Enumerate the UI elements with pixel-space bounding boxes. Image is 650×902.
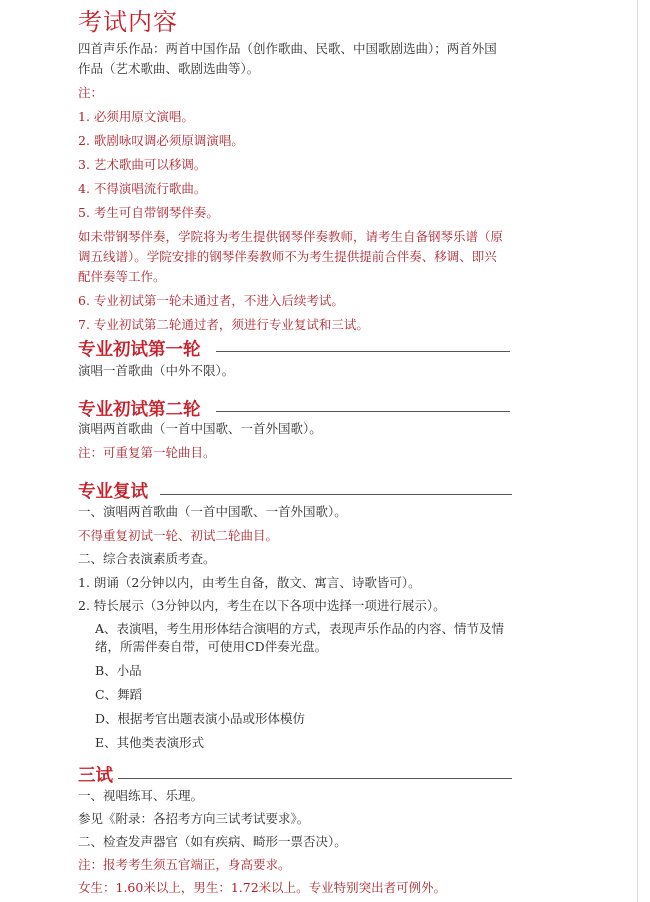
note-item: 6. 专业初试第一轮未通过者，不进入后续考试。 [78,293,344,308]
note-item: 7. 专业初试第二轮通过者，须进行专业复试和三试。 [78,317,369,332]
round1-content: 演唱一首歌曲（中外不限）。 [78,363,235,378]
note-item: 2. 歌剧咏叹调必须原调演唱。 [78,133,244,148]
section-rule [216,351,510,352]
note-item: 1. 必须用原文演唱。 [78,109,194,124]
section-rule [118,778,512,779]
third-line: 二、检查发声器官（如有疾病、畸形一票否决）。 [78,834,347,849]
retest-line-note: 不得重复初试一轮、初试二轮曲目。 [78,528,279,543]
note-item: 4. 不得演唱流行歌曲。 [78,181,207,196]
section-heading-round2: 专业初试第二轮 [78,400,201,420]
note-paragraph-line: 如未带钢琴伴奏，学院将为考生提供钢琴伴奏教师，请考生自备钢琴乐谱（原 [78,229,504,244]
retest-line: 二、综合表演素质考查。 [78,551,216,566]
retest-item: 1. 朗诵（2分钟以内，由考生自备，散文、寓言、诗歌皆可）。 [78,575,421,590]
third-note: 女生：1.60米以上，男生：1.72米以上。专业特别突出者可例外。 [78,880,447,895]
note-item: 3. 艺术歌曲可以移调。 [78,157,207,172]
retest-option-e: E、其他类表演形式 [95,735,205,750]
round2-content: 演唱两首歌曲（一首中国歌、一首外国歌）。 [78,421,322,436]
section-heading-third: 三试 [78,766,113,786]
retest-option-c: C、舞蹈 [95,687,143,702]
retest-option-b: B、小品 [95,663,142,678]
retest-line: 一、演唱两首歌曲（一首中国歌、一首外国歌）。 [78,504,347,519]
section-heading-retest: 专业复试 [78,482,148,502]
third-line: 一、视唱练耳、乐理。 [78,788,204,803]
retest-option-d: D、根据考官出题表演小品或形体模仿 [95,711,306,726]
section-rule [160,494,512,495]
intro-line: 作品（艺术歌曲、歌剧选曲等）。 [78,61,260,76]
section-rule [216,411,510,412]
page-title: 考试内容 [78,8,178,36]
section-heading-round1: 专业初试第一轮 [78,340,201,360]
intro-line: 四首声乐作品：两首中国作品（创作歌曲、民歌、中国歌剧选曲）；两首外国 [78,41,497,56]
third-note: 注：报考考生须五官端正，身高要求。 [78,857,291,872]
notes-label: 注： [78,85,104,100]
note-paragraph-line: 调五线谱）。学院安排的钢琴伴奏教师不为考生提供提前合伴奏、移调、即兴 [78,249,497,264]
retest-option-a: 绪，所需伴奏自带，可使用CD伴奏光盘。 [95,639,328,654]
third-line: 参见《附录：各招考方向三试考试要求》。 [78,811,310,826]
retest-option-a: A、表演唱，考生用形体结合演唱的方式，表现声乐作品的内容、情节及情 [95,621,505,636]
note-item: 5. 考生可自带钢琴伴奏。 [78,205,219,220]
retest-item: 2. 特长展示（3分钟以内，考生在以下各项中选择一项进行展示）。 [78,598,446,613]
round2-note: 注：可重复第一轮曲目。 [78,445,216,460]
note-paragraph-line: 配伴奏等工作。 [78,269,166,284]
